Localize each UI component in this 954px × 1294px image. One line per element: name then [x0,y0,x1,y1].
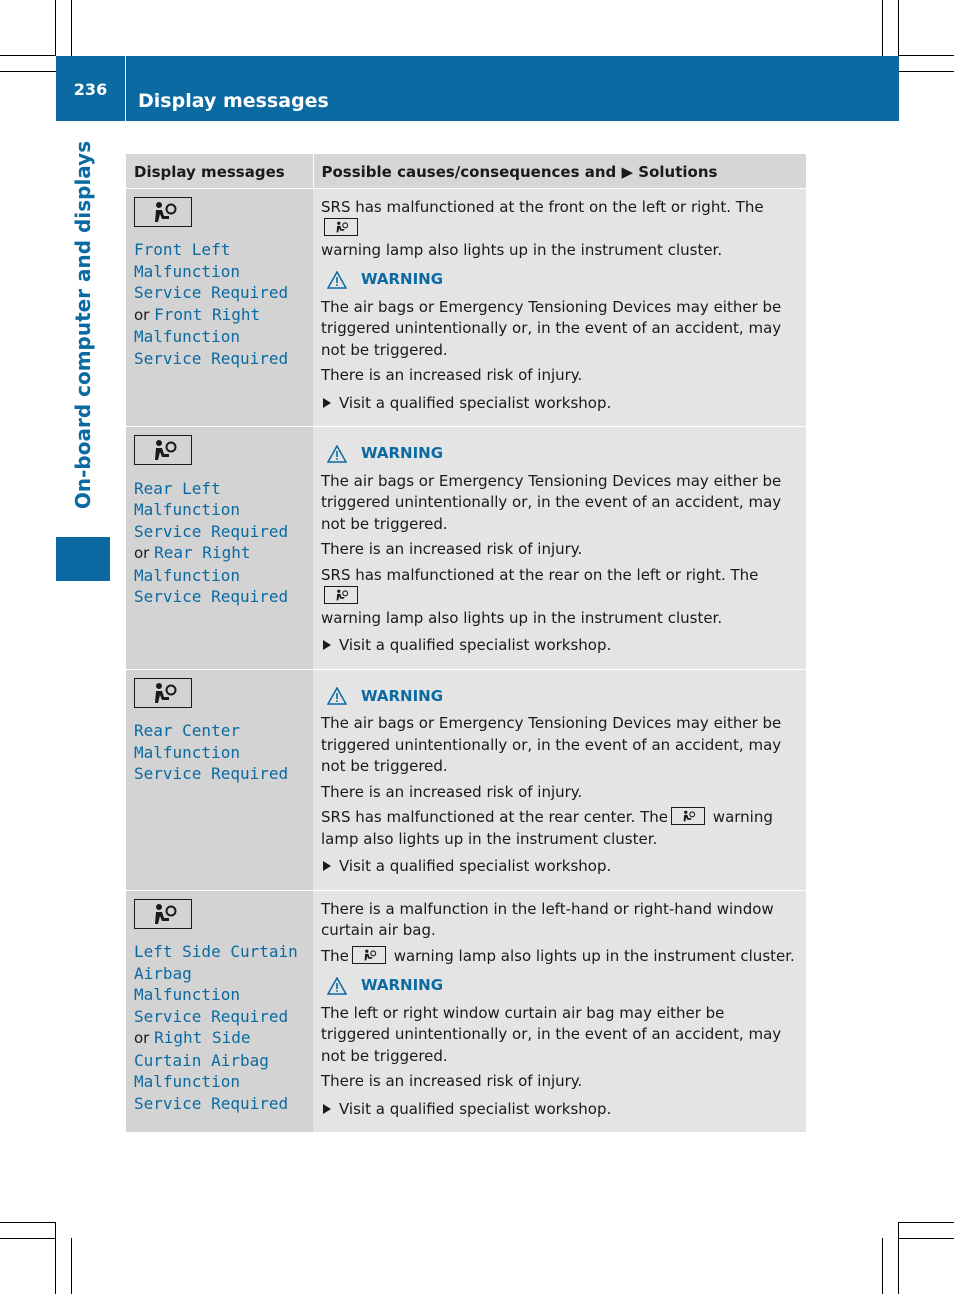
cause-text: There is a malfunction in the left-hand or right-hand window curtain air bag. [321,899,774,939]
risk-text: There is an increased risk of injury. [321,1072,583,1090]
cause-text-b: warning lamp also lights up in the instrument cluster. [321,808,773,848]
warning-label: WARNING [361,444,444,462]
display-text: Service Required [134,587,289,606]
display-text: Rear Right [154,543,251,562]
crop-mark [899,1238,954,1239]
action-arrow-icon [323,861,331,871]
or-label: or [134,544,150,562]
page-number: 236 [56,56,126,121]
column-header-solutions-a: Possible causes/consequences and [321,162,617,181]
display-text: Service Required [134,283,289,302]
action-item [321,393,798,415]
crop-mark [0,71,56,72]
action-item [321,635,798,657]
action-arrow-icon [323,640,331,650]
solution-cell [313,427,806,670]
display-text: Malfunction [134,565,240,585]
warning-heading [327,269,798,291]
or-label: or [134,1029,150,1047]
action-text: Visit a qualified specialist workshop. [339,857,612,875]
solution-cell [313,188,806,427]
crop-mark [0,55,56,56]
cause-text-b: warning lamp also lights up in the instrument cluster. [393,946,795,965]
crop-mark [882,0,883,56]
action-arrow-icon [323,1104,331,1114]
cause-text [321,946,798,968]
display-message-cell [126,890,313,1132]
or-label: or [134,305,150,324]
warning-text: The air bags or Emergency Tensioning Devices may either be triggered unintentionally or, in the event of an accident, may not be triggered. [321,714,782,775]
risk-text: There is an increased risk of injury. [321,540,583,558]
crop-mark [0,1222,56,1223]
crop-mark [55,0,56,56]
display-text: Malfunction [134,500,240,519]
display-text: Malfunction [134,1072,240,1091]
crop-mark [899,1222,954,1223]
column-header-display: Display messages [126,154,313,188]
display-message-cell [126,188,313,427]
warning-label: WARNING [361,686,444,705]
section-tab [56,120,110,530]
display-text: Rear Center [134,721,240,740]
display-text: Front Right [154,304,261,324]
crop-mark [71,0,72,56]
airbag-warning-icon [324,218,358,236]
table-header-row [126,154,806,188]
display-text: Front Left [134,240,231,259]
cause-text [321,197,798,262]
risk-text: There is an increased risk of injury. [321,366,583,384]
display-text: Airbag Malfunction [134,963,240,1004]
action-item [321,1099,798,1121]
action-text: Visit a qualified specialist workshop. [339,1099,612,1118]
warning-text: The air bags or Emergency Tensioning Devices may either be triggered unintentionally or, in the event of an accident, may not be triggered. [321,471,782,533]
display-text: Service Required [134,1006,289,1026]
display-text: Malfunction [134,261,240,281]
warning-triangle-icon [327,445,347,463]
crop-mark [882,1238,883,1294]
cause-text [321,807,798,850]
display-text: Rear Left [134,478,221,498]
display-text: Right Side [154,1028,251,1047]
display-text: Service Required [134,764,289,783]
cause-text-a: The [321,946,349,965]
crop-mark [71,1238,72,1294]
crop-mark [899,71,954,72]
action-item [321,856,798,878]
cause-text-a: SRS has malfunctioned at the rear center. The [321,808,669,826]
airbag-warning-icon [671,807,705,825]
warning-triangle-icon [327,687,347,705]
warning-triangle-icon [327,977,347,995]
column-header-solutions-b: Solutions [638,162,718,181]
warning-text: The left or right window curtain air bag may either be triggered unintentionally or, in the event of an accident, may not be triggered. [321,1003,782,1065]
warning-label: WARNING [361,976,444,994]
airbag-warning-icon [134,899,192,929]
display-text: Malfunction [134,327,240,346]
display-text: Service Required [134,348,289,368]
display-messages-table [126,154,806,1132]
crop-mark [55,1222,56,1294]
column-header-solutions [313,154,806,188]
action-text: Visit a qualified specialist workshop. [339,636,612,654]
cause-text [321,565,798,630]
crop-mark [898,1222,899,1294]
display-text: Service Required [134,521,289,541]
display-text: Curtain Airbag [134,1050,269,1070]
warning-heading [327,443,798,465]
table-row [126,188,806,427]
cause-text-a: SRS has malfunctioned at the front on the left or right. The [321,197,764,216]
warning-label: WARNING [361,270,444,288]
display-message-cell [126,427,313,670]
display-text: Service Required [134,1093,289,1113]
airbag-warning-icon [352,946,386,964]
warning-triangle-icon [327,271,347,289]
warning-heading [327,686,798,708]
display-text: Left Side Curtain [134,942,298,961]
section-tab-label: On-board computer and displays [71,140,95,510]
display-message-cell [126,669,313,890]
airbag-warning-icon [134,678,192,708]
table-row [126,427,806,670]
crop-mark [898,0,899,56]
solutions-arrow-icon: ▶ [621,162,634,181]
cause-text-b: warning lamp also lights up in the instrument cluster. [321,608,723,627]
warning-text: The air bags or Emergency Tensioning Devices may either be triggered unintentionally or, in the event of an accident, may not be triggered. [321,297,782,359]
display-text: Malfunction [134,742,240,762]
table-row [126,890,806,1132]
airbag-warning-icon [134,197,192,227]
airbag-warning-icon [324,586,358,604]
page-title: Display messages [138,90,329,112]
crop-mark [0,1238,56,1239]
risk-text: There is an increased risk of injury. [321,782,583,801]
crop-mark [899,55,954,56]
section-tab-marker [56,537,110,581]
cause-text-a: SRS has malfunctioned at the rear on the left or right. The [321,565,759,584]
table-row [126,669,806,890]
airbag-warning-icon [134,435,192,465]
solution-cell [313,890,806,1132]
warning-heading [327,975,798,997]
cause-text-b: warning lamp also lights up in the instrument cluster. [321,240,723,259]
solution-cell [313,669,806,890]
action-text: Visit a qualified specialist workshop. [339,393,612,412]
action-arrow-icon [323,398,331,408]
